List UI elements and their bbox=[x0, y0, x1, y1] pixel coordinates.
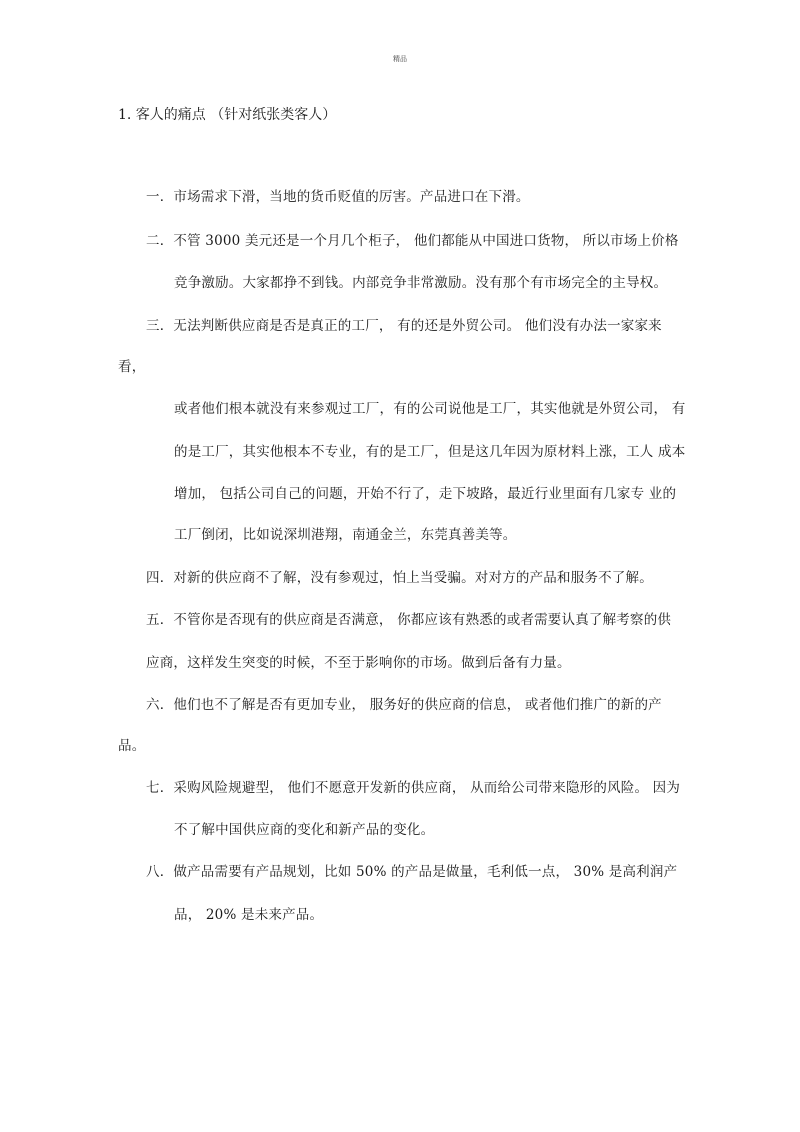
point-2-line-1: 二．不管 3000 美元还是一个月几个柜子， 他们都能从中国进口货物， 所以市场上价格 bbox=[146, 233, 679, 249]
point-3-line-5: 增加， 包括公司自己的问题，开始不行了，走下坡路，最近行业里面有几家专 业的 bbox=[174, 486, 677, 502]
point-2-line-2: 竞争激励。大家都挣不到钱。内部竞争非常激励。没有那个有市场完全的主导权。 bbox=[174, 275, 668, 291]
page-header: 精品 bbox=[393, 55, 407, 63]
point-3-line-1: 三．无法判断供应商是否是真正的工厂， 有的还是外贸公司。 他们没有办法一家家来 bbox=[146, 318, 662, 334]
point-6-line-2: 品。 bbox=[118, 738, 146, 754]
point-8-line-1: 八．做产品需要有产品规划，比如 50% 的产品是做量，毛利低一点， 30% 是高利润产 bbox=[146, 864, 678, 880]
point-7-line-1: 七．采购风险规避型， 他们不愿意开发新的供应商， 从而给公司带来隐形的风险。 因为 bbox=[146, 780, 681, 796]
point-3-line-4: 的是工厂，其实他根本不专业，有的是工厂，但是这几年因为原材料上涨，工人 成本 bbox=[174, 444, 686, 460]
point-3-line-2: 看， bbox=[118, 359, 146, 375]
point-3-line-3: 或者他们根本就没有来参观过工厂，有的公司说他是工厂，其实他就是外贸公司， 有 bbox=[174, 401, 686, 417]
point-6-line-1: 六．他们也不了解是否有更加专业， 服务好的供应商的信息， 或者他们推广的新的产 bbox=[146, 697, 662, 713]
point-7-line-2: 不了解中国供应商的变化和新产品的变化。 bbox=[174, 822, 435, 838]
point-5-line-1: 五．不管你是否现有的供应商是否满意， 你都应该有熟悉的或者需要认真了解考察的供 bbox=[146, 612, 672, 628]
point-3-line-6: 工厂倒闭，比如说深圳港翔，南通金兰，东莞真善美等。 bbox=[174, 527, 517, 543]
point-5-line-2: 应商，这样发生突变的时候，不至于影响你的市场。做到后备有力量。 bbox=[146, 655, 571, 671]
point-1-line-1: 一．市场需求下滑，当地的货币贬值的厉害。产品进口在下滑。 bbox=[146, 189, 530, 205]
point-4-line-1: 四．对新的供应商不了解，没有参观过，怕上当受骗。对对方的产品和服务不了解。 bbox=[146, 570, 653, 586]
point-8-line-2: 品， 20% 是未来产品。 bbox=[174, 907, 324, 923]
section-title: 1. 客人的痛点 （针对纸张类客人） bbox=[118, 107, 337, 123]
